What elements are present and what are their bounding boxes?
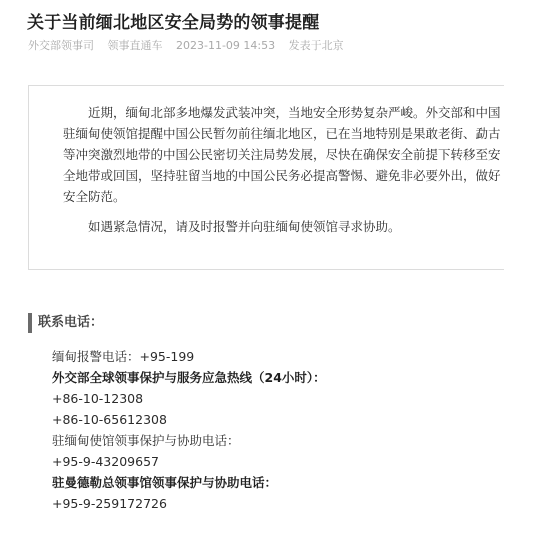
contacts-heading: 联系电话： xyxy=(28,313,103,333)
meta-source[interactable]: 外交部领事司 xyxy=(28,39,94,52)
contact-line: +95-9-43209657 xyxy=(52,454,159,469)
notice-paragraph-1: 近期，缅甸北部多地爆发武装冲突，当地安全形势复杂严峻。外交部和中国驻缅甸使领馆提醒中国公民暂勿前往缅北地区，已在当地特别是果敢老街、勐古等冲突激烈地带的中国公民密切关注局势发展，尽快在确保安全前提下转移至安全地带或回国，坚持驻留当地的中国公民务必提高警惕、避免非必要外出，做好安全防范。 xyxy=(63,105,501,204)
contact-line: +95-9-259172726 xyxy=(52,496,167,511)
contact-line: 驻缅甸使馆领事保护与协助电话： xyxy=(52,433,240,448)
contact-line: 外交部全球领事保护与服务应急热线（24小时）： xyxy=(52,370,326,385)
article-meta xyxy=(28,37,354,53)
contact-line: 驻曼德勒总领事馆领事保护与协助电话： xyxy=(52,475,278,490)
contact-line: 缅甸报警电话：+95-199 xyxy=(52,349,195,364)
page-title: 关于当前缅北地区安全局势的领事提醒 xyxy=(27,13,320,33)
contact-line: +86-10-65612308 xyxy=(52,412,167,427)
meta-location: 发表于北京 xyxy=(288,39,344,52)
notice-paragraph-2: 如遇紧急情况，请及时报警并向驻缅甸使领馆寻求协助。 xyxy=(88,219,401,234)
notice-box xyxy=(28,85,504,270)
meta-channel[interactable]: 领事直通车 xyxy=(107,39,163,52)
contact-line: +86-10-12308 xyxy=(52,391,144,406)
meta-datetime: 2023-11-09 14:53 xyxy=(176,39,276,52)
contacts-list xyxy=(52,346,326,514)
